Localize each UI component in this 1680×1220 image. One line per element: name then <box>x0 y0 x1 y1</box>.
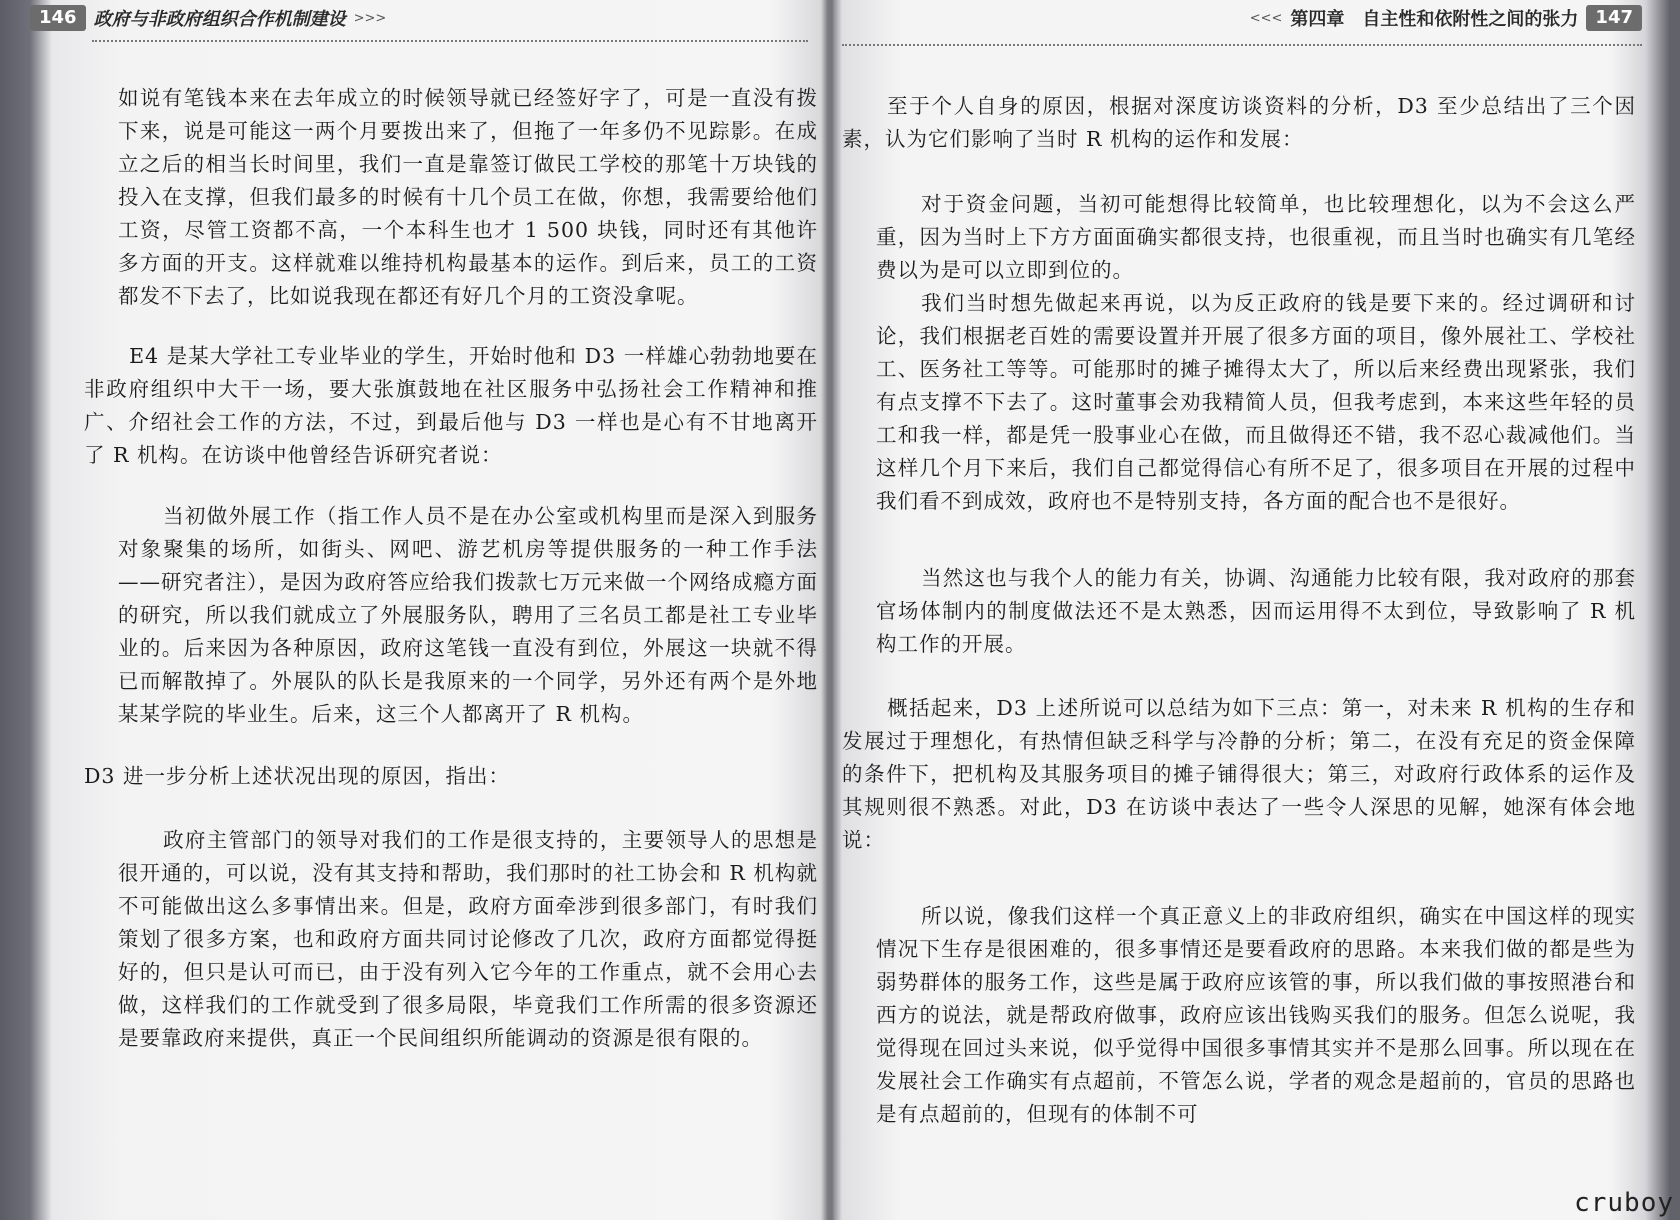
left-header-dotted-rule <box>92 40 808 42</box>
right-page-number: 147 <box>1586 5 1642 31</box>
left-running-title: 政府与非政府组织合作机制建设 <box>93 9 346 30</box>
right-body-paragraph-personal-reasons: 至于个人自身的原因，根据对深度访谈资料的分析，D3 至少总结出了三个因素，认为它们影响了当时 R 机构的运作和发展： <box>842 94 1636 151</box>
right-running-title: 第四章 自主性和依附性之间的张力 <box>1290 9 1579 30</box>
right-quote-ability: 当然这也与我个人的能力有关，协调、沟通能力比较有限，我对政府的那套官场体制内的制度做法还不是太熟悉，因而运用得不太到位，导致影响了 R 机构工作的开展。 <box>876 566 1636 656</box>
left-page-number: 146 <box>30 5 86 31</box>
right-quote-funding: 对于资金问题，当初可能想得比较简单，也比较理想化，以为不会这么严重，因为当时上下方方面面确实都很支持，也很重视，而且当时也确实有几笔经费以为是可以立即到位的。 <box>876 192 1636 282</box>
right-body-paragraph-summary: 概括起来，D3 上述所说可以总结为如下三点：第一，对未来 R 机构的生存和发展过于理想化，有热情但缺乏科学与冷静的分析；第二，在没有充足的资金保障的条件下，把机构及其服务项目的摊子铺得很大；第三，对政府行政体系的运作及其规则很不熟悉。对此，D3 在访谈中表达了一些令人深思的见解，她深有体会地说： <box>842 696 1636 852</box>
left-quote-continued: 如说有笔钱本来在去年成立的时候领导就已经签好字了，可是一直没有拨下来，说是可能这一两个月要拨出来了，但拖了一年多仍不见踪影。在成立之后的相当长时间里，我们一直是靠签订做民工学校的那笔十万块钱的投入在支撑，但我们最多的时候有十几个员工在做，你想，我需要给他们工资，尽管工资都不高，一个本科生也才 1 500 块钱，同时还有其他许多方面的开支。这样就难以维持机构最基本的运作。到后来，员工的工资都发不下去了，比如说我现在都还有好几个月的工资没拿呢。 <box>118 86 818 308</box>
left-header-arrow: >>> <box>353 10 387 26</box>
left-body-paragraph-e4: E4 是某大学社工专业毕业的学生，开始时他和 D3 一样雄心勃勃地要在非政府组织中大干一场，要大张旗鼓地在社区服务中弘扬社会工作精神和推广、介绍社会工作的方法，不过，到最后他与 D3 一样也是心有不甘地离开了 R 机构。在访谈中他曾经告诉研究者说： <box>84 344 818 467</box>
left-body-paragraph-d3-analysis: D3 进一步分析上述状况出现的原因，指出： <box>84 764 510 788</box>
right-quote-expansion: 我们当时想先做起来再说，以为反正政府的钱是要下来的。经过调研和讨论，我们根据老百姓的需要设置并开展了很多方面的项目，像外展社工、学校社工、医务社工等等。可能那时的摊子摊得太大了，所以后来经费出现紧张，我们有点支撑不下去了。这时董事会劝我精简人员，但我考虑到，本来这些年轻的员工和我一样，都是凭一股事业心在做，而且做得还不错，我不忍心裁减他们。当这样几个月下来后，我们自己都觉得信心有所不足了，很多项目在开展的过程中我们看不到成效，政府也不是特别支持，各方面的配合也不是很好。 <box>876 291 1636 513</box>
right-header-arrow: <<< <box>1249 10 1283 26</box>
right-quote-ngo-difficulty: 所以说，像我们这样一个真正意义上的非政府组织，确实在中国这样的现实情况下生存是很困难的，很多事情还是要看政府的思路。本来我们做的都是些为弱势群体的服务工作，这些是属于政府应该管的事，所以我们做的事按照港台和西方的说法，就是帮政府做事，政府应该出钱购买我们的服务。但怎么说呢，我觉得现在回过头来说，似乎觉得中国很多事情其实并不是那么回事。所以现在在发展社会工作确实有点超前，不管怎么说，学者的观念是超前的，官员的思路也是有点超前的，但现有的体制不可 <box>876 904 1636 1126</box>
left-page-header <box>30 0 800 36</box>
right-page-header <box>842 0 1642 36</box>
scanner-watermark: cruboy <box>1574 1188 1674 1218</box>
left-quote-government: 政府主管部门的领导对我们的工作是很支持的，主要领导人的思想是很开通的，可以说，没有其支持和帮助，我们那时的社工协会和 R 机构就不可能做出这么多事情出来。但是，政府方面牵涉到很多部门，有时我们策划了很多方案，也和政府方面共同讨论修改了几次，政府方面都觉得挺好的，但只是认可而已，由于没有列入它今年的工作重点，就不会用心去做，这样我们的工作就受到了很多局限，毕竟我们工作所需的很多资源还是要靠政府来提供，真正一个民间组织所能调动的资源是很有限的。 <box>118 828 818 1050</box>
left-quote-outreach: 当初做外展工作（指工作人员不是在办公室或机构里而是深入到服务对象聚集的场所，如街头、网吧、游艺机房等提供服务的一种工作手法——研究者注），是因为政府答应给我们拨款七万元来做一个网络成瘾方面的研究，所以我们就成立了外展服务队，聘用了三名员工都是社工专业毕业的。后来因为各种原因，政府这笔钱一直没有到位，外展这一块就不得已而解散掉了。外展队的队长是我原来的一个同学，另外还有两个是外地某某学院的毕业生。后来，这三个人都离开了 R 机构。 <box>118 504 818 726</box>
right-header-dotted-rule <box>842 44 1642 46</box>
left-page <box>30 0 830 1220</box>
right-page <box>842 0 1652 1220</box>
